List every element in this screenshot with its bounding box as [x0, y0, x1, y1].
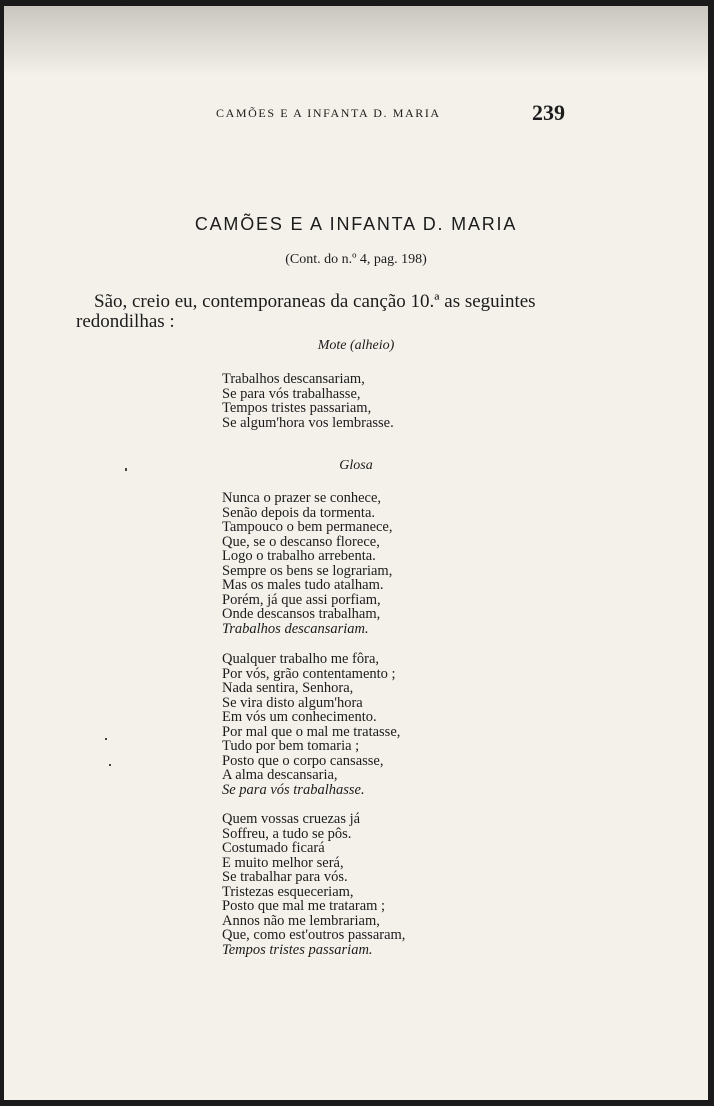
verse-line: Qualquer trabalho me fôra, — [222, 651, 380, 667]
verse-line: Tampouco o bem permanece, — [222, 519, 393, 535]
verse-line: Sempre os bens se lograriam, — [222, 562, 393, 579]
verse-line: A alma descansaria, — [222, 767, 338, 783]
refrain-line: Se para vós trabalhasse. — [222, 781, 365, 798]
scan-shadow — [4, 6, 708, 76]
intro-line: redondilhas : — [76, 311, 175, 332]
verse-line: Logo o trabalho arrebenta. — [222, 548, 376, 564]
verse-line: Nada sentira, Senhora, — [222, 680, 354, 696]
verse-line: Annos não me lembrariam, — [222, 912, 380, 929]
verse-line: Se trabalhar para vós. — [222, 869, 348, 885]
verse-line: Mas os males tudo atalham. — [222, 577, 384, 593]
verse-line: Se para vós trabalhasse, — [222, 385, 361, 402]
verse-line: Se vira disto algum'hora — [222, 694, 363, 711]
verse-line: Em vós um conhecimento. — [222, 709, 377, 725]
verse-line: Se algum'hora vos lembrasse. — [222, 414, 394, 431]
article-subtitle: (Cont. do n.º 4, pag. 198) — [285, 252, 427, 267]
mote-verse — [222, 372, 394, 430]
article-title: CAMÕES E A INFANTA D. MARIA — [194, 214, 518, 234]
verse-line: Trabalhos descansariam, — [222, 371, 365, 387]
verse-line: Tristezas esqueceriam, — [222, 883, 354, 900]
refrain-line: Trabalhos descansariam. — [222, 620, 369, 637]
verse-line: Onde descansos trabalham, — [222, 606, 381, 622]
verse-line: Tudo por bem tomaria ; — [222, 738, 360, 754]
verse-line: Posto que o corpo cansasse, — [222, 752, 384, 769]
mote-label: Mote (alheio) — [317, 338, 395, 353]
book-page — [4, 6, 708, 1100]
verse-line: E muito melhor será, — [222, 854, 344, 871]
verse-line: Tempos tristes passariam, — [222, 400, 372, 416]
verse-line: Posto que mal me trataram ; — [222, 898, 386, 914]
verse-line: Soffreu, a tudo se pôs. — [222, 825, 352, 842]
intro-line: São, creio eu, contemporaneas da canção 10.ª as seguintes — [94, 291, 536, 312]
refrain-line: Tempos tristes passariam. — [222, 941, 373, 958]
page-number: 239 — [532, 100, 565, 125]
running-title: CAMÕES E A INFANTA D. MARIA — [216, 106, 441, 120]
verse-line: Que, como est'outros passaram, — [222, 927, 406, 943]
glosa-stanza-1 — [222, 491, 393, 636]
verse-line: Porém, já que assi porfiam, — [222, 591, 381, 608]
verse-line: Por vós, grão contentamento ; — [222, 665, 396, 682]
verse-line: Quem vossas cruezas já — [222, 811, 361, 827]
verse-line: Por mal que o mal me tratasse, — [222, 723, 401, 740]
intro-paragraph — [76, 292, 576, 332]
scan-speck — [125, 468, 127, 471]
glosa-stanza-2 — [222, 652, 400, 797]
scan-speck — [109, 764, 111, 766]
verse-line: Nunca o prazer se conhece, — [222, 490, 382, 506]
verse-line: Costumado ficará — [222, 840, 325, 856]
verse-line: Senão depois da tormenta. — [222, 504, 376, 521]
glosa-stanza-3 — [222, 812, 405, 957]
scan-speck — [105, 738, 107, 740]
verse-line: Que, se o descanso florece, — [222, 533, 380, 550]
glosa-label: Glosa — [339, 458, 373, 473]
